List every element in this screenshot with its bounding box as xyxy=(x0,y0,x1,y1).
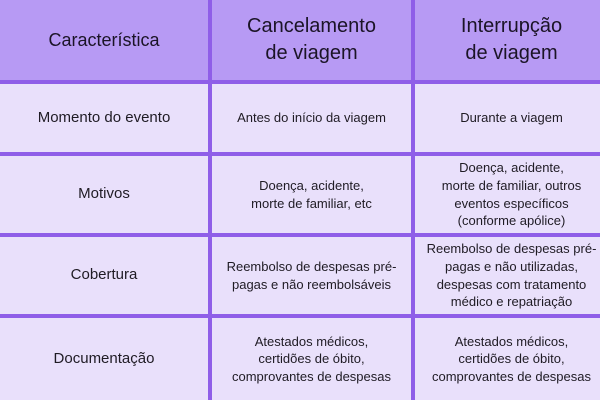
header-cancelamento: Cancelamento de viagem xyxy=(212,0,411,80)
row-label-cobertura: Cobertura xyxy=(0,233,208,314)
cell-motivos-interrupcao: Doença, acidente, morte de familiar, outros eventos específicos (conforme apólice) xyxy=(415,152,600,233)
row-label-motivos: Motivos xyxy=(0,152,208,233)
cell-momento-interrupcao: Durante a viagem xyxy=(415,80,600,152)
cell-motivos-cancelamento: Doença, acidente, morte de familiar, etc xyxy=(212,152,411,233)
cell-cobertura-cancelamento: Reembolso de despesas pré- pagas e não reembolsáveis xyxy=(212,233,411,314)
cell-momento-cancelamento: Antes do início da viagem xyxy=(212,80,411,152)
header-characteristic: Característica xyxy=(0,0,208,80)
row-label-momento: Momento do evento xyxy=(0,80,208,152)
header-interrupcao: Interrupção de viagem xyxy=(415,0,600,80)
cell-cobertura-interrupcao: Reembolso de despesas pré- pagas e não utilizadas, despesas com tratamento médico e repatriação xyxy=(415,233,600,314)
cell-documentacao-interrupcao: Atestados médicos, certidões de óbito, comprovantes de despesas xyxy=(415,314,600,400)
cell-documentacao-cancelamento: Atestados médicos, certidões de óbito, comprovantes de despesas xyxy=(212,314,411,400)
row-label-documentacao: Documentação xyxy=(0,314,208,400)
